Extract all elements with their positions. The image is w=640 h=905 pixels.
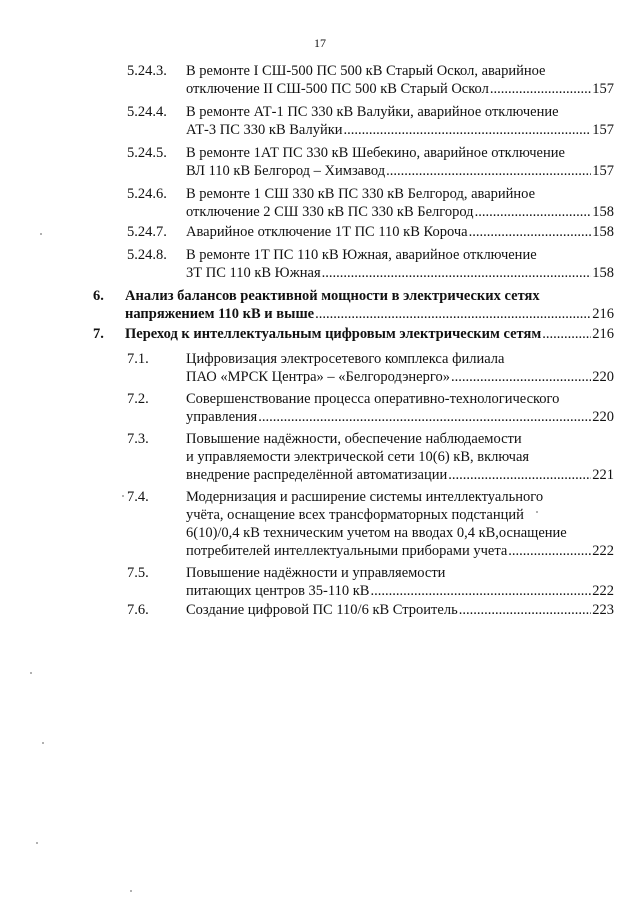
toc-entry-page: 221: [592, 467, 614, 483]
dot-leader: [459, 601, 592, 619]
toc-entry-text-line: управления: [186, 409, 258, 425]
dot-leader: [475, 203, 592, 221]
scan-speck: [536, 511, 538, 513]
toc-entry-number: 7.2.: [127, 391, 149, 407]
toc-entry-page: 220: [592, 369, 614, 385]
toc-entry-text-line: Анализ балансов реактивной мощности в электрических сетях: [125, 288, 540, 304]
dot-leader: [490, 80, 591, 98]
toc-entry-text-line: внедрение распределённой автоматизации: [186, 467, 448, 483]
toc-entry-number: 7.3.: [127, 431, 149, 447]
toc-entry-text-line: В ремонте АТ-1 ПС 330 кВ Валуйки, аварийное отключение: [186, 104, 559, 120]
toc-entry-text-line: учёта, оснащение всех трансформаторных подстанций: [186, 507, 524, 523]
toc-entry-page: 222: [592, 543, 614, 559]
toc-entry-number: 7.6.: [127, 602, 149, 618]
toc-entry-page: 216: [592, 326, 614, 342]
toc-entry-number: 7.4.: [127, 489, 149, 505]
toc-entry-text-line: Повышение надёжности, обеспечение наблюдаемости: [186, 431, 522, 447]
toc-entry-page: 223: [592, 602, 614, 618]
toc-entry-text-line: В ремонте I СШ-500 ПС 500 кВ Старый Оскол, аварийное: [186, 63, 546, 79]
dot-leader: [344, 121, 592, 139]
scan-speck: [40, 233, 42, 235]
toc-entry-text-line: В ремонте 1Т ПС 110 кВ Южная, аварийное отключение: [186, 247, 537, 263]
page-number: 17: [314, 36, 326, 50]
toc-entry-text-line: питающих центров 35-110 кВ: [186, 583, 370, 599]
toc-entry-page: 157: [592, 81, 614, 97]
toc-entry-number: 7.: [93, 326, 104, 342]
toc-entry-text-line: Цифровизация электросетевого комплекса филиала: [186, 351, 505, 367]
scan-speck: [130, 890, 132, 892]
scan-speck: [36, 842, 38, 844]
toc-entry-page: 216: [592, 306, 614, 322]
toc-entry-text-line: ПАО «МРСК Центра» – «Белгородэнерго»: [186, 369, 450, 385]
toc-entry-page: 157: [592, 163, 614, 179]
dot-leader: [451, 368, 591, 386]
toc-entry-text-line: отключение 2 СШ 330 кВ ПС 330 кВ Белгород: [186, 204, 474, 220]
scan-speck: [42, 742, 44, 744]
dot-leader: [258, 408, 591, 426]
dot-leader: [322, 264, 592, 282]
dot-leader: [469, 223, 592, 241]
toc-entry-page: 158: [592, 224, 614, 240]
toc-entry-text-line: Переход к интеллектуальным цифровым электрическим сетям: [125, 326, 542, 342]
toc-entry-number: 5.24.4.: [127, 104, 167, 120]
toc-entry-number: 7.1.: [127, 351, 149, 367]
dot-leader: [508, 542, 591, 560]
toc-entry-number: 5.24.6.: [127, 186, 167, 202]
toc-entry-text-line: 3Т ПС 110 кВ Южная: [186, 265, 321, 281]
dot-leader: [448, 466, 591, 484]
toc-entry-text-line: Совершенствование процесса оперативно-технологического: [186, 391, 560, 407]
toc-entry-text-line: Модернизация и расширение системы интеллектуального: [186, 489, 544, 505]
dot-leader: [386, 162, 591, 180]
toc-entry-number: 5.24.3.: [127, 63, 167, 79]
toc-entry-text-line: Повышение надёжности и управляемости: [186, 565, 446, 581]
toc-entry-number: 7.5.: [127, 565, 149, 581]
dot-leader: [370, 582, 591, 600]
scan-speck: [122, 495, 124, 497]
toc-entry-text-line: Аварийное отключение 1Т ПС 110 кВ Короча: [186, 224, 468, 240]
toc-entry-text-line: и управляемости электрической сети 10(6) кВ, включая: [186, 449, 530, 465]
toc-entry-page: 158: [592, 204, 614, 220]
toc-entry-text-line: 6(10)/0,4 кВ техническим учетом на вводах 0,4 кВ,оснащение: [186, 525, 567, 541]
toc-entry-number: 5.24.8.: [127, 247, 167, 263]
toc-entry-text-line: АТ-3 ПС 330 кВ Валуйки: [186, 122, 343, 138]
dot-leader: [315, 305, 591, 323]
toc-entry-text-line: Создание цифровой ПС 110/6 кВ Строитель: [186, 602, 458, 618]
toc-entry-text-line: отключение II СШ-500 ПС 500 кВ Старый Оскол: [186, 81, 489, 97]
toc-entry-text-line: В ремонте 1АТ ПС 330 кВ Шебекино, аварийное отключение: [186, 145, 565, 161]
toc-entry-page: 220: [592, 409, 614, 425]
toc-entry-page: 158: [592, 265, 614, 281]
dot-leader: [542, 325, 591, 343]
toc-entry-text-line: потребителей интеллектуальными приборами учета: [186, 543, 508, 559]
scan-speck: [30, 672, 32, 674]
toc-entry-number: 6.: [93, 288, 104, 304]
toc-entry-page: 157: [592, 122, 614, 138]
toc-entry-text-line: ВЛ 110 кВ Белгород – Химзавод: [186, 163, 386, 179]
toc-entry-number: 5.24.7.: [127, 224, 167, 240]
toc-entry-page: 222: [592, 583, 614, 599]
toc-entry-number: 5.24.5.: [127, 145, 167, 161]
toc-entry-text-line: В ремонте 1 СШ 330 кВ ПС 330 кВ Белгород, аварийное: [186, 186, 536, 202]
toc-entry-text-line: напряжением 110 кВ и выше: [125, 306, 315, 322]
